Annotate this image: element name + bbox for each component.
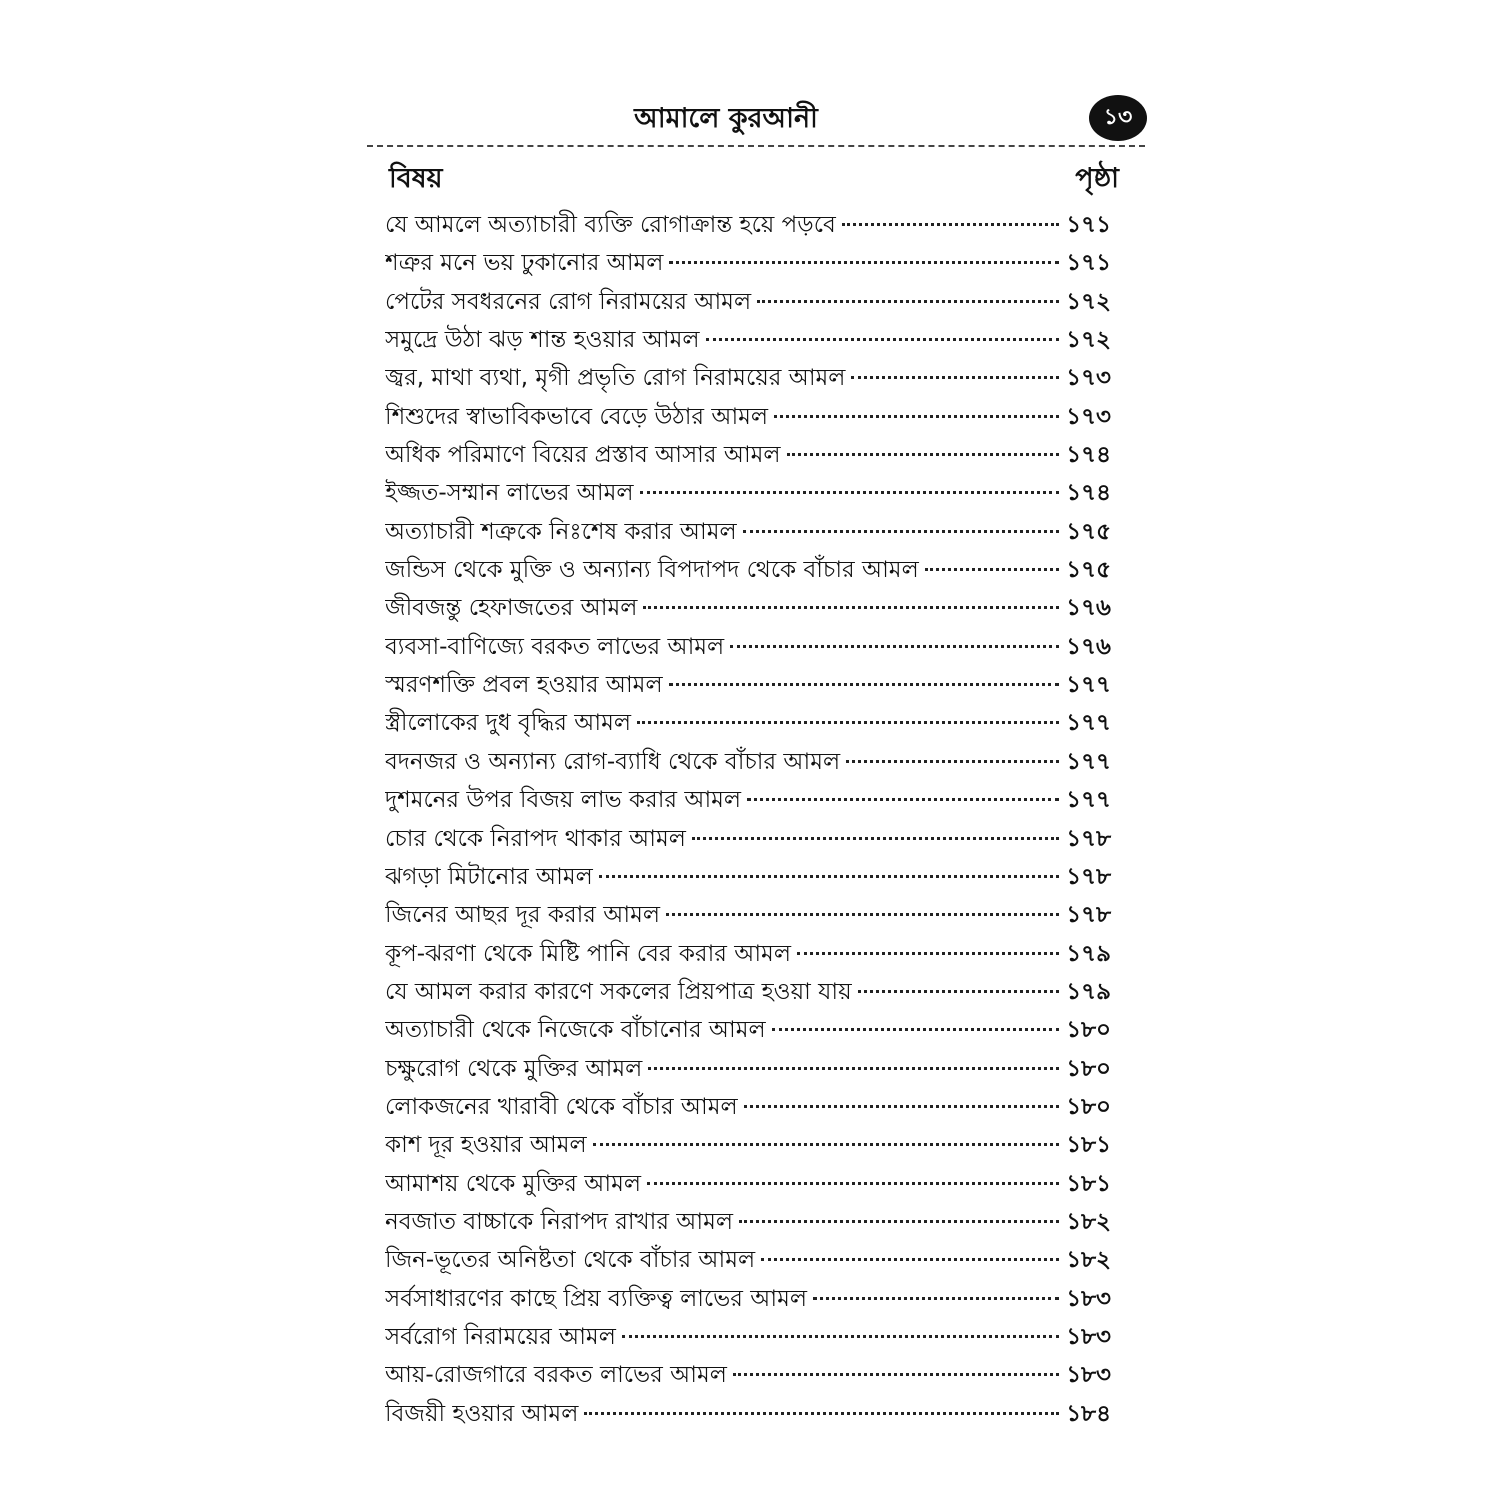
toc-entry-page: ১৭৯	[1066, 978, 1111, 1005]
dot-leader	[669, 261, 1059, 264]
toc-entry-page: ১৮০	[1066, 1017, 1111, 1044]
toc-entry	[385, 589, 1111, 627]
toc-entry	[385, 398, 1111, 436]
toc-entry-title: সর্বসাধারণের কাছে প্রিয় ব্যক্তিত্ব লাভের আমল	[385, 1285, 807, 1312]
dot-leader	[647, 1182, 1059, 1185]
toc-entry-page: ১৮২	[1066, 1208, 1111, 1235]
page-number-badge: ১৩	[1089, 95, 1147, 141]
toc-entry-page: ১৭৬	[1066, 633, 1111, 660]
toc-entry-title: ব্যবসা-বাণিজ্যে বরকত লাভের আমল	[385, 633, 725, 660]
dot-leader	[858, 990, 1059, 993]
toc-entry	[385, 513, 1111, 551]
toc-entry-title: নবজাত বাচ্চাকে নিরাপদ রাখার আমল	[385, 1208, 734, 1235]
toc-entry	[385, 436, 1111, 474]
toc-entry	[385, 1241, 1111, 1279]
toc-entry-title: আয়-রোজগারে বরকত লাভের আমল	[385, 1362, 727, 1389]
toc-entry-title: কাশ দূর হওয়ার আমল	[385, 1132, 587, 1159]
toc-entry-page: ১৮১	[1066, 1132, 1111, 1159]
toc-entry-title: জিন-ভূতের অনিষ্টতা থেকে বাঁচার আমল	[385, 1247, 756, 1274]
toc-entry-page: ১৭৫	[1066, 557, 1111, 584]
toc-entry	[385, 820, 1111, 858]
toc-entry-page: ১৭৮	[1066, 902, 1111, 929]
toc-entry	[385, 973, 1111, 1011]
toc-entry-page: ১৭৭	[1066, 672, 1111, 699]
toc-entry-page: ১৭৭	[1066, 748, 1111, 775]
toc-entry	[385, 628, 1111, 666]
toc-entry-page: ১৭৩	[1066, 365, 1111, 392]
toc-entry	[385, 283, 1111, 321]
toc-entry-title: চোর থেকে নিরাপদ থাকার আমল	[385, 825, 686, 852]
dot-leader	[706, 338, 1060, 341]
dot-leader	[622, 1335, 1059, 1338]
toc-entry-page: ১৭৮	[1066, 863, 1111, 890]
dot-leader	[772, 1028, 1059, 1031]
toc-entry-title: শিশুদের স্বাভাবিকভাবে বেড়ে উঠার আমল	[385, 403, 769, 430]
toc-entry-title: স্মরণশক্তি প্রবল হওয়ার আমল	[385, 672, 663, 699]
toc-entry-title: যে আমল করার কারণে সকলের প্রিয়পাত্র হওয়া যায়	[385, 978, 852, 1005]
toc-entry-page: ১৭৪	[1066, 480, 1111, 507]
toc-entry-title: পেটের সবধরনের রোগ নিরাময়ের আমল	[385, 288, 752, 315]
toc-entry	[385, 896, 1111, 934]
dot-leader	[643, 606, 1059, 609]
dot-leader	[744, 1105, 1059, 1108]
toc-entry	[385, 935, 1111, 973]
toc-entry	[385, 1088, 1111, 1126]
toc-entry	[385, 666, 1111, 704]
dot-leader	[640, 491, 1059, 494]
toc-entry-page: ১৮১	[1066, 1170, 1111, 1197]
dot-leader	[669, 683, 1059, 686]
toc-entry-page: ১৮০	[1066, 1055, 1111, 1082]
subject-column-header: বিষয়	[389, 163, 443, 194]
toc-entry-title: জিনের আছর দূর করার আমল	[385, 902, 660, 929]
dot-leader	[733, 1373, 1059, 1376]
book-page	[385, 95, 1147, 1435]
page-column-header: পৃষ্ঠা	[1075, 163, 1119, 194]
toc-entry-title: ঝগড়া মিটানোর আমল	[385, 863, 593, 890]
toc-entry	[385, 1280, 1111, 1318]
toc-entry-title: অত্যাচারী শত্রুকে নিঃশেষ করার আমল	[385, 518, 737, 545]
toc-entry-title: আমাশয় থেকে মুক্তির আমল	[385, 1170, 642, 1197]
toc-entry-title: ইজ্জত-সম্মান লাভের আমল	[385, 480, 634, 507]
dot-leader	[842, 223, 1059, 226]
dot-leader	[692, 837, 1059, 840]
toc-entry-title: চক্ষুরোগ থেকে মুক্তির আমল	[385, 1055, 643, 1082]
dot-leader	[774, 415, 1059, 418]
toc-entry	[385, 1050, 1111, 1088]
dot-leader	[925, 568, 1059, 571]
header-divider	[367, 145, 1145, 147]
toc-entry	[385, 1011, 1111, 1049]
toc-entry	[385, 474, 1111, 512]
toc-entry	[385, 704, 1111, 742]
toc-entry-title: জীবজন্তু হেফাজতের আমল	[385, 595, 638, 622]
book-title: আমালে কুরআনী	[634, 103, 818, 134]
toc-entry-page: ১৭২	[1066, 327, 1111, 354]
toc-entry	[385, 1356, 1111, 1394]
dot-leader	[584, 1412, 1059, 1415]
toc-entry	[385, 743, 1111, 781]
toc-entry-page: ১৮২	[1066, 1247, 1111, 1274]
toc-entry	[385, 858, 1111, 896]
toc-entry-page: ১৭৮	[1066, 825, 1111, 852]
dot-leader	[846, 760, 1059, 763]
toc-entry	[385, 206, 1111, 244]
toc-entry-title: স্ত্রীলোকের দুধ বৃদ্ধির আমল	[385, 710, 631, 737]
toc-entry-page: ১৭৫	[1066, 518, 1111, 545]
dot-leader	[747, 798, 1059, 801]
toc-entry	[385, 1203, 1111, 1241]
toc-entry	[385, 1395, 1111, 1433]
dot-leader	[797, 952, 1059, 955]
toc-entry	[385, 781, 1111, 819]
toc-entry-title: বদনজর ও অন্যান্য রোগ-ব্যাধি থেকে বাঁচার আমল	[385, 748, 841, 775]
toc-entry-page: ১৮৩	[1066, 1323, 1111, 1350]
toc-entry-title: জ্বর, মাথা ব্যথা, মৃগী প্রভৃতি রোগ নিরাময়ের আমল	[385, 365, 846, 392]
toc-entry-page: ১৮৪	[1066, 1400, 1111, 1427]
dot-leader	[743, 530, 1059, 533]
dot-leader	[739, 1220, 1059, 1223]
dot-leader	[648, 1067, 1059, 1070]
toc-entry-page: ১৭১	[1066, 250, 1111, 277]
dot-leader	[599, 875, 1059, 878]
toc-entry-page: ১৮৩	[1066, 1285, 1111, 1312]
toc-entry-page: ১৭৭	[1066, 787, 1111, 814]
toc-entry	[385, 1318, 1111, 1356]
toc-entry-title: সর্বরোগ নিরাময়ের আমল	[385, 1323, 616, 1350]
toc-entry-title: অত্যাচারী থেকে নিজেকে বাঁচানোর আমল	[385, 1017, 766, 1044]
toc-entry-title: শত্রুর মনে ভয় ঢুকানোর আমল	[385, 250, 664, 277]
toc-column-headers	[385, 159, 1119, 199]
toc-entry-page: ১৮০	[1066, 1093, 1111, 1120]
dot-leader	[813, 1297, 1059, 1300]
dot-leader	[851, 376, 1059, 379]
toc-entry-page: ১৭৯	[1066, 940, 1111, 967]
running-header	[385, 95, 1147, 145]
toc-entry	[385, 1126, 1111, 1164]
toc-entry-title: লোকজনের খারাবী থেকে বাঁচার আমল	[385, 1093, 738, 1120]
toc-entry-title: জন্ডিস থেকে মুক্তি ও অন্যান্য বিপদাপদ থেকে বাঁচার আমল	[385, 557, 919, 584]
toc-entry	[385, 244, 1111, 282]
toc-entry	[385, 1165, 1111, 1203]
toc-entry-title: বিজয়ী হওয়ার আমল	[385, 1400, 579, 1427]
toc-entry-title: দুশমনের উপর বিজয় লাভ করার আমল	[385, 787, 742, 814]
dot-leader	[757, 300, 1059, 303]
toc-entry-page: ১৭৪	[1066, 442, 1111, 469]
toc-entry-page: ১৭২	[1066, 288, 1111, 315]
toc-entry-page: ১৭৩	[1066, 403, 1111, 430]
dot-leader	[593, 1143, 1059, 1146]
toc-entry-page: ১৭৬	[1066, 595, 1111, 622]
toc-entry-page: ১৭৭	[1066, 710, 1111, 737]
toc-entry-page: ১৮৩	[1066, 1362, 1111, 1389]
dot-leader	[787, 453, 1059, 456]
toc-entry	[385, 321, 1111, 359]
toc-entry	[385, 551, 1111, 589]
dot-leader	[761, 1258, 1059, 1261]
toc-entry-title: যে আমলে অত্যাচারী ব্যক্তি রোগাক্রান্ত হয়ে পড়বে	[385, 212, 836, 238]
dot-leader	[637, 721, 1059, 724]
dot-leader	[730, 645, 1059, 648]
toc-entry-title: অধিক পরিমাণে বিয়ের প্রস্তাব আসার আমল	[385, 442, 781, 469]
toc-entry-title: সমুদ্রে উঠা ঝড় শান্ত হওয়ার আমল	[385, 327, 700, 354]
dot-leader	[666, 913, 1059, 916]
toc-entry-page: ১৭১	[1066, 212, 1111, 238]
table-of-contents	[385, 206, 1111, 1433]
toc-entry-title: কূপ-ঝরণা থেকে মিষ্টি পানি বের করার আমল	[385, 940, 791, 967]
toc-entry	[385, 359, 1111, 397]
